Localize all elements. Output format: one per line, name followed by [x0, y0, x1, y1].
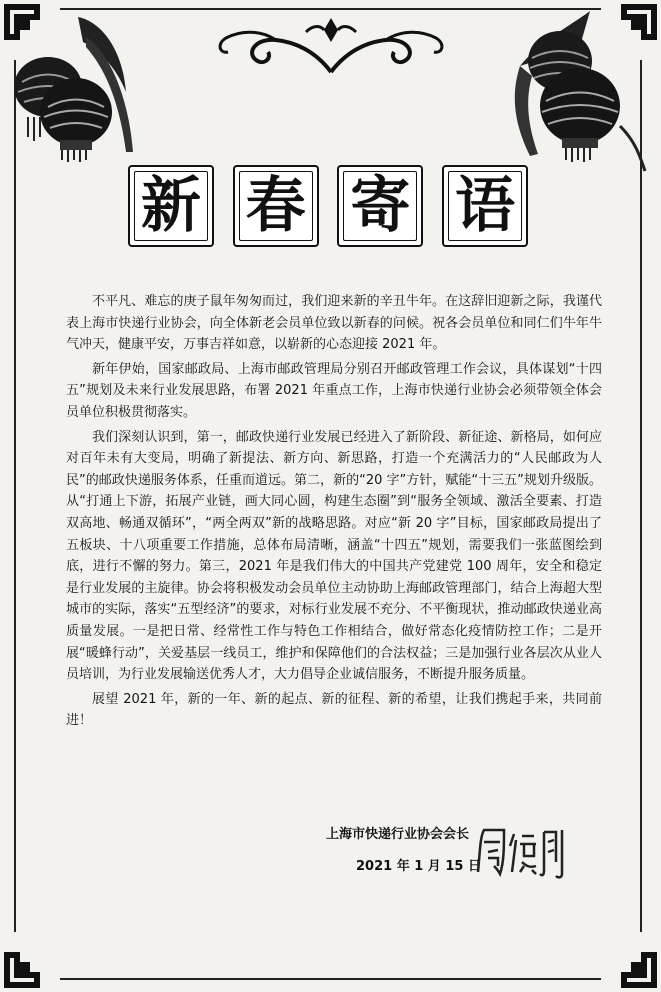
letter-body — [66, 291, 602, 735]
title-char-box — [442, 165, 528, 247]
signature-date: 2021 年 1 月 15 日 — [356, 859, 481, 874]
paragraph-3: 我们深刻认识到，第一，邮政快递行业发展已经进入了新阶段、新征途、新格局，如何应对百年未有大变局，明确了新提法、新方向、新思路，打造一个充满活力的“人民邮政为人民”的邮政快递服务体系，任重而道远。第二，新的“20 字”方针，赋能“十三五”规划升级版。从“打通上下游，拓展产业链，画大同心圆，构建生态圈”到“服务全领域、激活全要素、打造双高地、畅通双循环”，“两全两双”新的战略思路。对应“新 20 字”目标，国家邮政局提出了五板块、十八项重要工作措施，总体布局清晰，涵盖“十四五”规划，需要我们一张蓝图绘到底，进行不懈的努力。第三，2021 年是我们伟大的中国共产党建党 100 周年，安全和稳定是行业发展的主旋律。协会将积极发动会员单位主动协助上海邮政管理部门，结合上海超大型城市的实际，落实“五型经济”的要求，对标行业发展不充分、不平衡现状，推动邮政快递业高质量发展。一是把日常、经常性工作与特色工作相结合，做好常态化疫情防控工作；二是开展“暖蜂行动”，关爱基层一线员工，维护和保障他们的合法权益；三是加强行业各层次从业人员培训，为行业发展输送优秀人才，大力倡导企业诚信服务，不断提升服务质量。 — [66, 429, 602, 683]
paragraph-1: 不平凡、难忘的庚子鼠年匆匆而过，我们迎来新的辛丑牛年。在这辞旧迎新之际，我谨代表上海市快递行业协会，向全体新老会员单位致以新春的问候。祝各会员单位和同仁们牛年牛气冲天，健康平安，万事吉祥如意，以崭新的心态迎接 2021 年。 — [66, 294, 602, 353]
title-char: 寄 — [350, 171, 411, 241]
title-char: 春 — [245, 171, 306, 241]
title — [128, 165, 528, 247]
paragraph-2: 新年伊始，国家邮政局、上海市邮政管理局分别召开邮政管理工作会议，具体谋划“十四五”规划及未来行业发展思路，布署 2021 年重点工作，上海市快递行业协会必须带领全体会员单位积极贯彻落实。 — [66, 361, 602, 420]
title-char: 语 — [454, 171, 515, 241]
lantern-left-icon — [8, 12, 138, 162]
title-char-box — [233, 165, 319, 247]
corner-ornament-bottom-left-icon — [0, 932, 60, 992]
signature-org: 上海市快递行业协会会长 — [326, 827, 470, 842]
lantern-right-icon — [500, 6, 650, 176]
handwritten-signature-icon — [470, 822, 570, 882]
title-char: 新 — [141, 171, 201, 241]
title-char-box — [337, 165, 423, 247]
corner-ornament-bottom-right-icon — [601, 932, 661, 992]
scroll-ornament-icon — [206, 12, 456, 82]
title-char-box — [128, 165, 214, 247]
paragraph-4: 展望 2021 年，新的一年、新的起点、新的征程、新的希望，让我们携起手来，共同前进！ — [66, 691, 602, 729]
